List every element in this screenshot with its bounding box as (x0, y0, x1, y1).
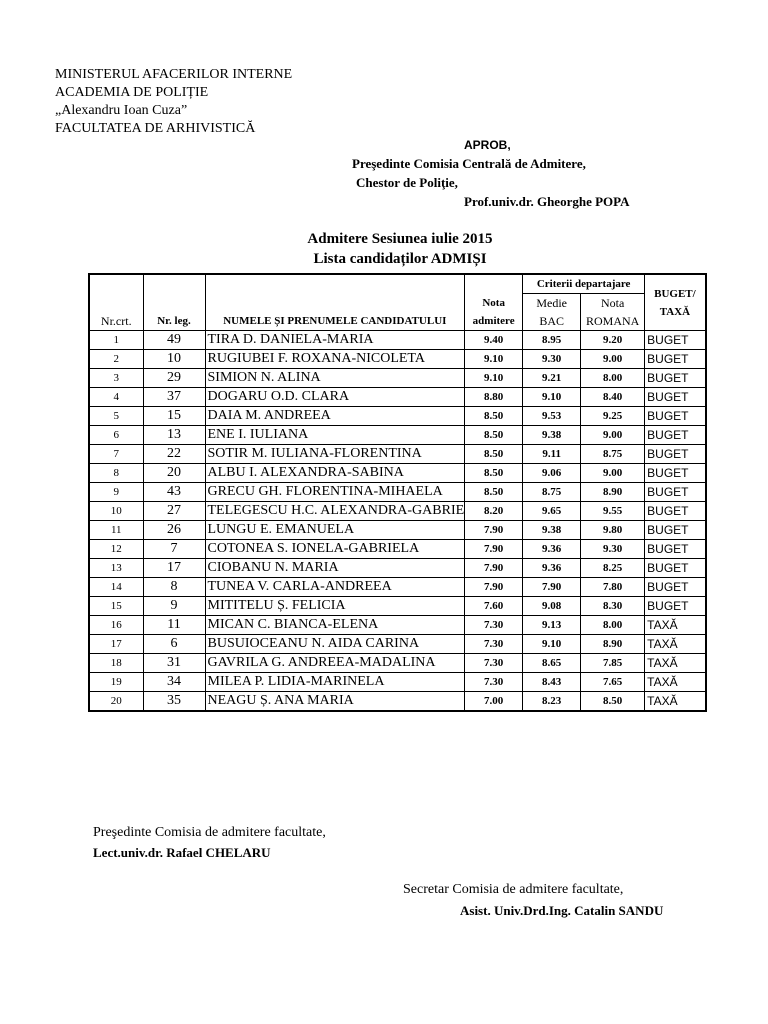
cell-nota-romana: 9.30 (581, 540, 645, 559)
cell-nota-romana: 8.75 (581, 445, 645, 464)
cell-nota-romana: 9.20 (581, 331, 645, 350)
header-romana-line-2: ROMANA (585, 314, 640, 328)
table-row (89, 464, 706, 483)
cell-medie-bac: 9.38 (523, 426, 581, 445)
cell-nr-crt: 3 (89, 369, 143, 388)
table-row (89, 331, 706, 350)
cell-candidate-name: ALBU I. ALEXANDRA-SABINA (205, 464, 465, 483)
approval-signer: Prof.univ.dr. Gheorghe POPA (464, 194, 630, 209)
table-row (89, 369, 706, 388)
cell-buget-taxa: BUGET (645, 445, 706, 464)
cell-nota-romana: 9.80 (581, 521, 645, 540)
cell-nota-admitere: 7.90 (465, 540, 523, 559)
cell-nr-crt: 11 (89, 521, 143, 540)
cell-medie-bac: 9.65 (523, 502, 581, 521)
cell-nota-romana: 9.25 (581, 407, 645, 426)
cell-nota-romana: 8.00 (581, 369, 645, 388)
table-row (89, 673, 706, 692)
cell-nota-admitere: 7.90 (465, 521, 523, 540)
cell-medie-bac: 9.06 (523, 464, 581, 483)
cell-nr-crt: 4 (89, 388, 143, 407)
cell-buget-taxa: TAXĂ (645, 616, 706, 635)
cell-nr-leg: 10 (143, 350, 205, 369)
cell-medie-bac: 9.53 (523, 407, 581, 426)
table-row (89, 635, 706, 654)
cell-buget-taxa: BUGET (645, 331, 706, 350)
cell-nota-romana: 9.00 (581, 426, 645, 445)
cell-candidate-name: RUGIUBEI F. ROXANA-NICOLETA (205, 350, 465, 369)
table-row (89, 426, 706, 445)
cell-medie-bac: 8.95 (523, 331, 581, 350)
cell-candidate-name: SIMION N. ALINA (205, 369, 465, 388)
cell-nr-crt: 5 (89, 407, 143, 426)
cell-nr-leg: 13 (143, 426, 205, 445)
cell-buget-taxa: BUGET (645, 350, 706, 369)
header-buget-line-1: BUGET/ (654, 287, 696, 300)
cell-nota-romana: 8.90 (581, 483, 645, 502)
table-row (89, 350, 706, 369)
cell-candidate-name: TIRA D. DANIELA-MARIA (205, 331, 465, 350)
cell-nr-leg: 35 (143, 692, 205, 712)
cell-nota-romana: 7.80 (581, 578, 645, 597)
cell-nr-crt: 15 (89, 597, 143, 616)
table-row (89, 616, 706, 635)
cell-nota-admitere: 9.10 (465, 350, 523, 369)
header-romana-line-1: Nota (600, 296, 625, 310)
cell-nr-crt: 8 (89, 464, 143, 483)
cell-buget-taxa: BUGET (645, 540, 706, 559)
table-row (89, 692, 706, 712)
cell-nota-admitere: 8.50 (465, 407, 523, 426)
table-row (89, 502, 706, 521)
cell-nota-admitere: 7.30 (465, 654, 523, 673)
cell-medie-bac: 8.23 (523, 692, 581, 712)
cell-candidate-name: TUNEA V. CARLA-ANDREEA (205, 578, 465, 597)
cell-nr-crt: 10 (89, 502, 143, 521)
cell-buget-taxa: BUGET (645, 578, 706, 597)
cell-medie-bac: 9.10 (523, 388, 581, 407)
cell-nr-leg: 27 (143, 502, 205, 521)
cell-nota-romana: 8.00 (581, 616, 645, 635)
cell-nr-crt: 16 (89, 616, 143, 635)
cell-nr-crt: 19 (89, 673, 143, 692)
table-row (89, 521, 706, 540)
cell-nota-admitere: 7.90 (465, 559, 523, 578)
table-row (89, 388, 706, 407)
cell-nota-romana: 9.55 (581, 502, 645, 521)
cell-medie-bac: 9.11 (523, 445, 581, 464)
cell-nr-crt: 2 (89, 350, 143, 369)
header-buget-line-2: TAXĂ (659, 305, 691, 318)
cell-medie-bac: 9.10 (523, 635, 581, 654)
header-medie-line-1: Medie (536, 296, 567, 310)
cell-medie-bac: 9.21 (523, 369, 581, 388)
cell-medie-bac: 8.75 (523, 483, 581, 502)
cell-candidate-name: GAVRILA G. ANDREEA-MADALINA (205, 654, 465, 673)
cell-buget-taxa: TAXĂ (645, 673, 706, 692)
cell-nota-admitere: 8.50 (465, 445, 523, 464)
cell-candidate-name: GRECU GH. FLORENTINA-MIHAELA (205, 483, 465, 502)
cell-candidate-name: BUSUIOCEANU N. AIDA CARINA (205, 635, 465, 654)
cell-candidate-name: LUNGU E. EMANUELA (205, 521, 465, 540)
cell-medie-bac: 8.43 (523, 673, 581, 692)
cell-buget-taxa: BUGET (645, 559, 706, 578)
cell-nr-leg: 34 (143, 673, 205, 692)
cell-candidate-name: MICAN C. BIANCA-ELENA (205, 616, 465, 635)
cell-nr-leg: 20 (143, 464, 205, 483)
table-row (89, 559, 706, 578)
cell-nota-admitere: 9.10 (465, 369, 523, 388)
cell-buget-taxa: BUGET (645, 502, 706, 521)
cell-nr-leg: 15 (143, 407, 205, 426)
cell-nota-romana: 8.30 (581, 597, 645, 616)
cell-medie-bac: 9.08 (523, 597, 581, 616)
cell-nr-crt: 7 (89, 445, 143, 464)
header-buget-taxa (645, 274, 706, 331)
table-row (89, 540, 706, 559)
footer-role-2: Secretar Comisia de admitere facultate, (403, 882, 624, 897)
header-nr-crt: Nr.crt. (89, 274, 143, 331)
cell-nr-crt: 1 (89, 331, 143, 350)
cell-nota-admitere: 8.50 (465, 426, 523, 445)
header-nota-romana (581, 294, 645, 331)
academy-name: ACADEMIA DE POLIȚIE (55, 85, 209, 100)
cell-nota-admitere: 7.30 (465, 616, 523, 635)
cell-nota-admitere: 8.20 (465, 502, 523, 521)
table-row (89, 407, 706, 426)
cell-nr-crt: 18 (89, 654, 143, 673)
cell-nr-crt: 13 (89, 559, 143, 578)
admitted-candidates-table (88, 273, 707, 712)
header-name: NUMELE ȘI PRENUMELE CANDIDATULUI (205, 274, 465, 331)
cell-nota-admitere: 8.50 (465, 483, 523, 502)
cell-nota-admitere: 8.80 (465, 388, 523, 407)
cell-nr-crt: 6 (89, 426, 143, 445)
cell-buget-taxa: TAXĂ (645, 635, 706, 654)
cell-candidate-name: COTONEA S. IONELA-GABRIELA (205, 540, 465, 559)
cell-nota-romana: 9.00 (581, 350, 645, 369)
table-body (89, 331, 706, 712)
cell-nr-leg: 49 (143, 331, 205, 350)
cell-nr-leg: 26 (143, 521, 205, 540)
cell-buget-taxa: BUGET (645, 388, 706, 407)
cell-nota-romana: 8.90 (581, 635, 645, 654)
cell-nr-leg: 29 (143, 369, 205, 388)
cell-candidate-name: MILEA P. LIDIA-MARINELA (205, 673, 465, 692)
cell-nota-romana: 7.85 (581, 654, 645, 673)
cell-buget-taxa: TAXĂ (645, 654, 706, 673)
approval-label: APROB, (464, 138, 511, 152)
cell-buget-taxa: BUGET (645, 597, 706, 616)
cell-nota-admitere: 8.50 (465, 464, 523, 483)
cell-candidate-name: SOTIR M. IULIANA-FLORENTINA (205, 445, 465, 464)
cell-candidate-name: CIOBANU N. MARIA (205, 559, 465, 578)
cell-nr-leg: 31 (143, 654, 205, 673)
cell-nota-admitere: 7.00 (465, 692, 523, 712)
cell-buget-taxa: BUGET (645, 464, 706, 483)
cell-nota-admitere: 7.30 (465, 635, 523, 654)
approval-role-1: Preşedinte Comisia Centrală de Admitere, (352, 156, 586, 171)
cell-nota-romana: 9.00 (581, 464, 645, 483)
cell-nr-leg: 22 (143, 445, 205, 464)
table-header-row-1 (89, 274, 706, 294)
cell-nr-crt: 14 (89, 578, 143, 597)
header-nota-admitere (465, 274, 523, 331)
cell-buget-taxa: BUGET (645, 407, 706, 426)
header-criterii: Criterii departajare (523, 274, 645, 294)
cell-nota-admitere: 7.60 (465, 597, 523, 616)
cell-buget-taxa: BUGET (645, 521, 706, 540)
cell-buget-taxa: BUGET (645, 483, 706, 502)
cell-candidate-name: TELEGESCU H.C. ALEXANDRA-GABRIE (205, 502, 465, 521)
cell-medie-bac: 8.65 (523, 654, 581, 673)
cell-nr-leg: 8 (143, 578, 205, 597)
cell-nr-crt: 17 (89, 635, 143, 654)
cell-nr-leg: 43 (143, 483, 205, 502)
faculty-name: FACULTATEA DE ARHIVISTICĂ (55, 121, 256, 136)
cell-buget-taxa: BUGET (645, 369, 706, 388)
header-medie-bac (523, 294, 581, 331)
header-nota-admitere-line-2: admitere (472, 315, 515, 327)
cell-nr-leg: 17 (143, 559, 205, 578)
cell-medie-bac: 9.13 (523, 616, 581, 635)
cell-nr-leg: 7 (143, 540, 205, 559)
header-nota-admitere-line-1: Nota (482, 297, 505, 309)
header-nr-leg: Nr. leg. (143, 274, 205, 331)
header-medie-line-2: BAC (539, 314, 564, 328)
page-title: Admitere Sesiunea iulie 2015 (307, 231, 493, 247)
cell-nr-crt: 9 (89, 483, 143, 502)
cell-nota-admitere: 7.30 (465, 673, 523, 692)
cell-candidate-name: ENE I. IULIANA (205, 426, 465, 445)
cell-nota-romana: 7.65 (581, 673, 645, 692)
table-row (89, 597, 706, 616)
page-subtitle: Lista candidaților ADMIȘI (313, 251, 487, 267)
table-row (89, 578, 706, 597)
academy-subtitle: „Alexandru Ioan Cuza” (55, 103, 188, 118)
cell-nr-leg: 11 (143, 616, 205, 635)
cell-candidate-name: DAIA M. ANDREEA (205, 407, 465, 426)
cell-medie-bac: 9.36 (523, 540, 581, 559)
cell-nr-leg: 9 (143, 597, 205, 616)
footer-signer-1: Lect.univ.dr. Rafael CHELARU (93, 845, 271, 860)
cell-nota-romana: 8.25 (581, 559, 645, 578)
approval-role-2: Chestor de Poliţie, (356, 175, 458, 190)
cell-nr-leg: 37 (143, 388, 205, 407)
cell-nota-romana: 8.40 (581, 388, 645, 407)
cell-nr-crt: 12 (89, 540, 143, 559)
table-row (89, 654, 706, 673)
cell-medie-bac: 9.38 (523, 521, 581, 540)
cell-nota-romana: 8.50 (581, 692, 645, 712)
cell-buget-taxa: BUGET (645, 426, 706, 445)
cell-medie-bac: 7.90 (523, 578, 581, 597)
cell-nr-leg: 6 (143, 635, 205, 654)
cell-nota-admitere: 9.40 (465, 331, 523, 350)
cell-buget-taxa: TAXĂ (645, 692, 706, 712)
cell-candidate-name: MITITELU Ș. FELICIA (205, 597, 465, 616)
table-row (89, 483, 706, 502)
table-row (89, 445, 706, 464)
cell-nota-admitere: 7.90 (465, 578, 523, 597)
footer-signer-2: Asist. Univ.Drd.Ing. Catalin SANDU (460, 903, 664, 918)
ministry-name: MINISTERUL AFACERILOR INTERNE (55, 67, 293, 82)
cell-candidate-name: DOGARU O.D. CLARA (205, 388, 465, 407)
cell-medie-bac: 9.30 (523, 350, 581, 369)
footer-role-1: Preşedinte Comisia de admitere facultate, (93, 825, 326, 840)
institution-header (55, 66, 292, 138)
cell-candidate-name: NEAGU Ș. ANA MARIA (205, 692, 465, 712)
cell-nr-crt: 20 (89, 692, 143, 712)
cell-medie-bac: 9.36 (523, 559, 581, 578)
